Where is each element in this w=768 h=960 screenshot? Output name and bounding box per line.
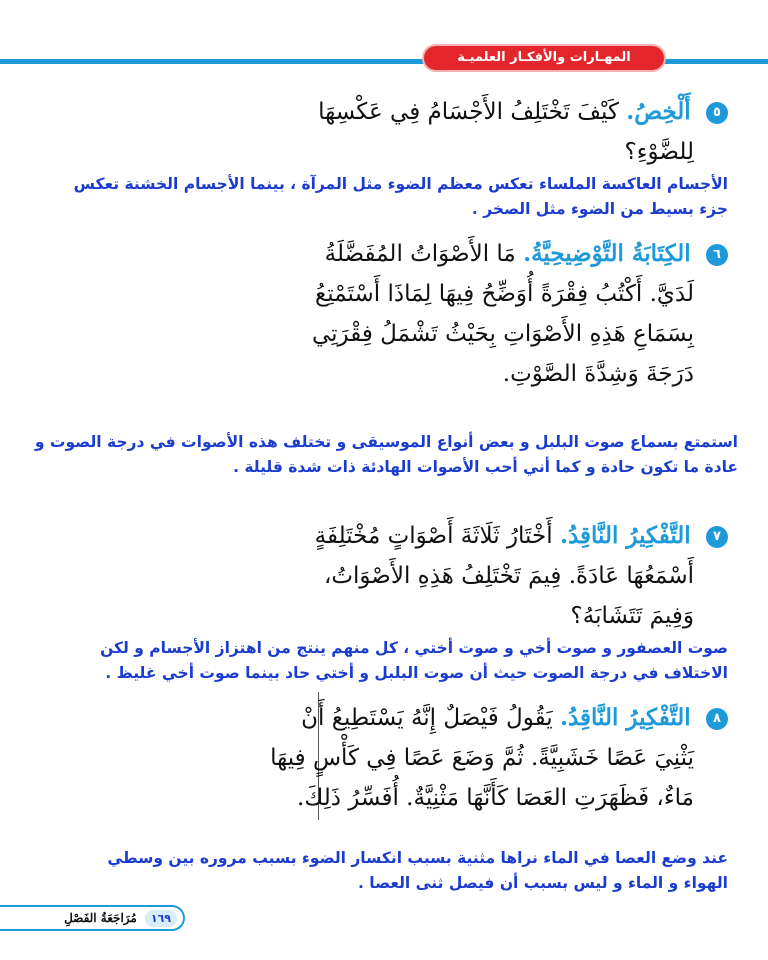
answer-line: الهواء و الماء و ليس بسبب أن فيصل ثنى العصا . [357, 874, 728, 892]
question-7-line-1 [315, 516, 728, 556]
answer-line: عند وضع العصا في الماء نراها مثنية بسبب انكسار الضوء بسبب مروره بين وسطي [107, 849, 728, 867]
question-text: دَرَجَةَ وَشِدَّةَ الصَّوْتِ. [502, 361, 694, 387]
question-6-line-1 [312, 234, 728, 274]
question-keyword: التَّفْكِيرُ النَّاقِدُ [567, 522, 691, 549]
question-8 [270, 698, 728, 818]
section-banner: المهـارات والأفكـار العلميـة [422, 44, 666, 72]
answer-6 [28, 430, 738, 480]
question-7 [315, 516, 728, 636]
question-text: مَاءٌ، فَظَهَرَتِ العَصَا كَأَنَّهَا مَثْنِيَّةٌ. أُفَسِّرُ ذَلِكَ. [297, 785, 694, 811]
question-text: لِلضَّوْءِ؟ [624, 139, 694, 165]
question-number-badge: ٦ [706, 244, 728, 266]
question-8-line-1 [270, 698, 728, 738]
answer-7 [38, 636, 728, 686]
question-text: أَخْتَارُ ثَلَاثَةَ أَصْوَاتٍ مُخْتَلِفَةٍ [314, 523, 553, 549]
answer-line: صوت العصفور و صوت أخي و صوت أختي ، كل منهم ينتج من اهتزاز الأجسام و لكن [100, 639, 728, 657]
answer-line: استمتع بسماع صوت البلبل و بعض أنواع الموسيقى و تختلف هذه الأصوات في درجة الصوت و [34, 433, 738, 451]
question-keyword: أَلْخِصُ [634, 98, 691, 125]
question-keyword: التَّفْكِيرُ النَّاقِدُ [567, 704, 691, 731]
page-number: ١٦٩ [145, 910, 177, 927]
question-text: بِسَمَاعِ هَذِهِ الأَصْوَاتِ بِحَيْثُ تَشْمَلُ فِقْرَتِي [311, 321, 694, 347]
page-footer [0, 905, 185, 931]
keyword-separator: . [626, 98, 635, 125]
answer-line: عادة ما تكون حادة و كما أني أحب الأصوات الهادئة ذات شدة قليلة . [233, 458, 738, 476]
question-number-badge: ٧ [706, 526, 728, 548]
question-text: كَيْفَ تَخْتَلِفُ الأَجْسَامُ فِي عَكْسِهَا [318, 99, 619, 125]
question-text: مَا الأَصْوَاتُ المُفَضَّلَةُ [324, 241, 516, 267]
keyword-separator: . [523, 240, 532, 267]
question-text: يَثْنِيَ عَصًا خَشَبِيَّةً. ثُمَّ وَضَعَ عَصًا فِي كَأْسٍ فِيهَا [270, 745, 694, 771]
footer-section-title: مُرَاجَعَةُ الفَصْلِ [64, 911, 137, 925]
answer-line: جزء بسيط من الضوء مثل الصخر . [471, 200, 728, 218]
question-keyword: الكِتَابَةُ التَّوْضِيحِيَّةُ [531, 240, 691, 267]
question-text: لَدَيَّ. أَكْتُبُ فِقْرَةً أُوَضِّحُ فِيهَا لِمَاذَا أَسْتَمْتِعُ [315, 281, 694, 307]
question-5 [318, 92, 728, 172]
answer-5 [38, 172, 728, 222]
question-text: أَسْمَعُهَا عَادَةً. فِيمَ تَخْتَلِفُ هَذِهِ الأَصْوَاتُ، [323, 563, 694, 589]
question-6 [312, 234, 728, 394]
question-number-badge: ٥ [706, 102, 728, 124]
question-5-line-1 [318, 92, 728, 132]
question-text: يَقُولُ فَيْصَلٌ إِنَّهُ يَسْتَطِيعُ أَنْ [301, 705, 553, 731]
keyword-separator: . [559, 522, 568, 549]
answer-8 [38, 846, 728, 896]
question-number-badge: ٨ [706, 708, 728, 730]
keyword-separator: . [559, 704, 568, 731]
answer-line: الأجسام العاكسة الملساء تعكس معظم الضوء مثل المرآة ، بينما الأجسام الخشنة تعكس [73, 175, 728, 193]
answer-line: الاختلاف في درجة الصوت حيث أن صوت البلبل و أختي حاد بينما صوت أخي غليظ . [105, 664, 728, 682]
question-text: وَفِيمَ تَتَشَابَهُ؟ [570, 603, 694, 629]
